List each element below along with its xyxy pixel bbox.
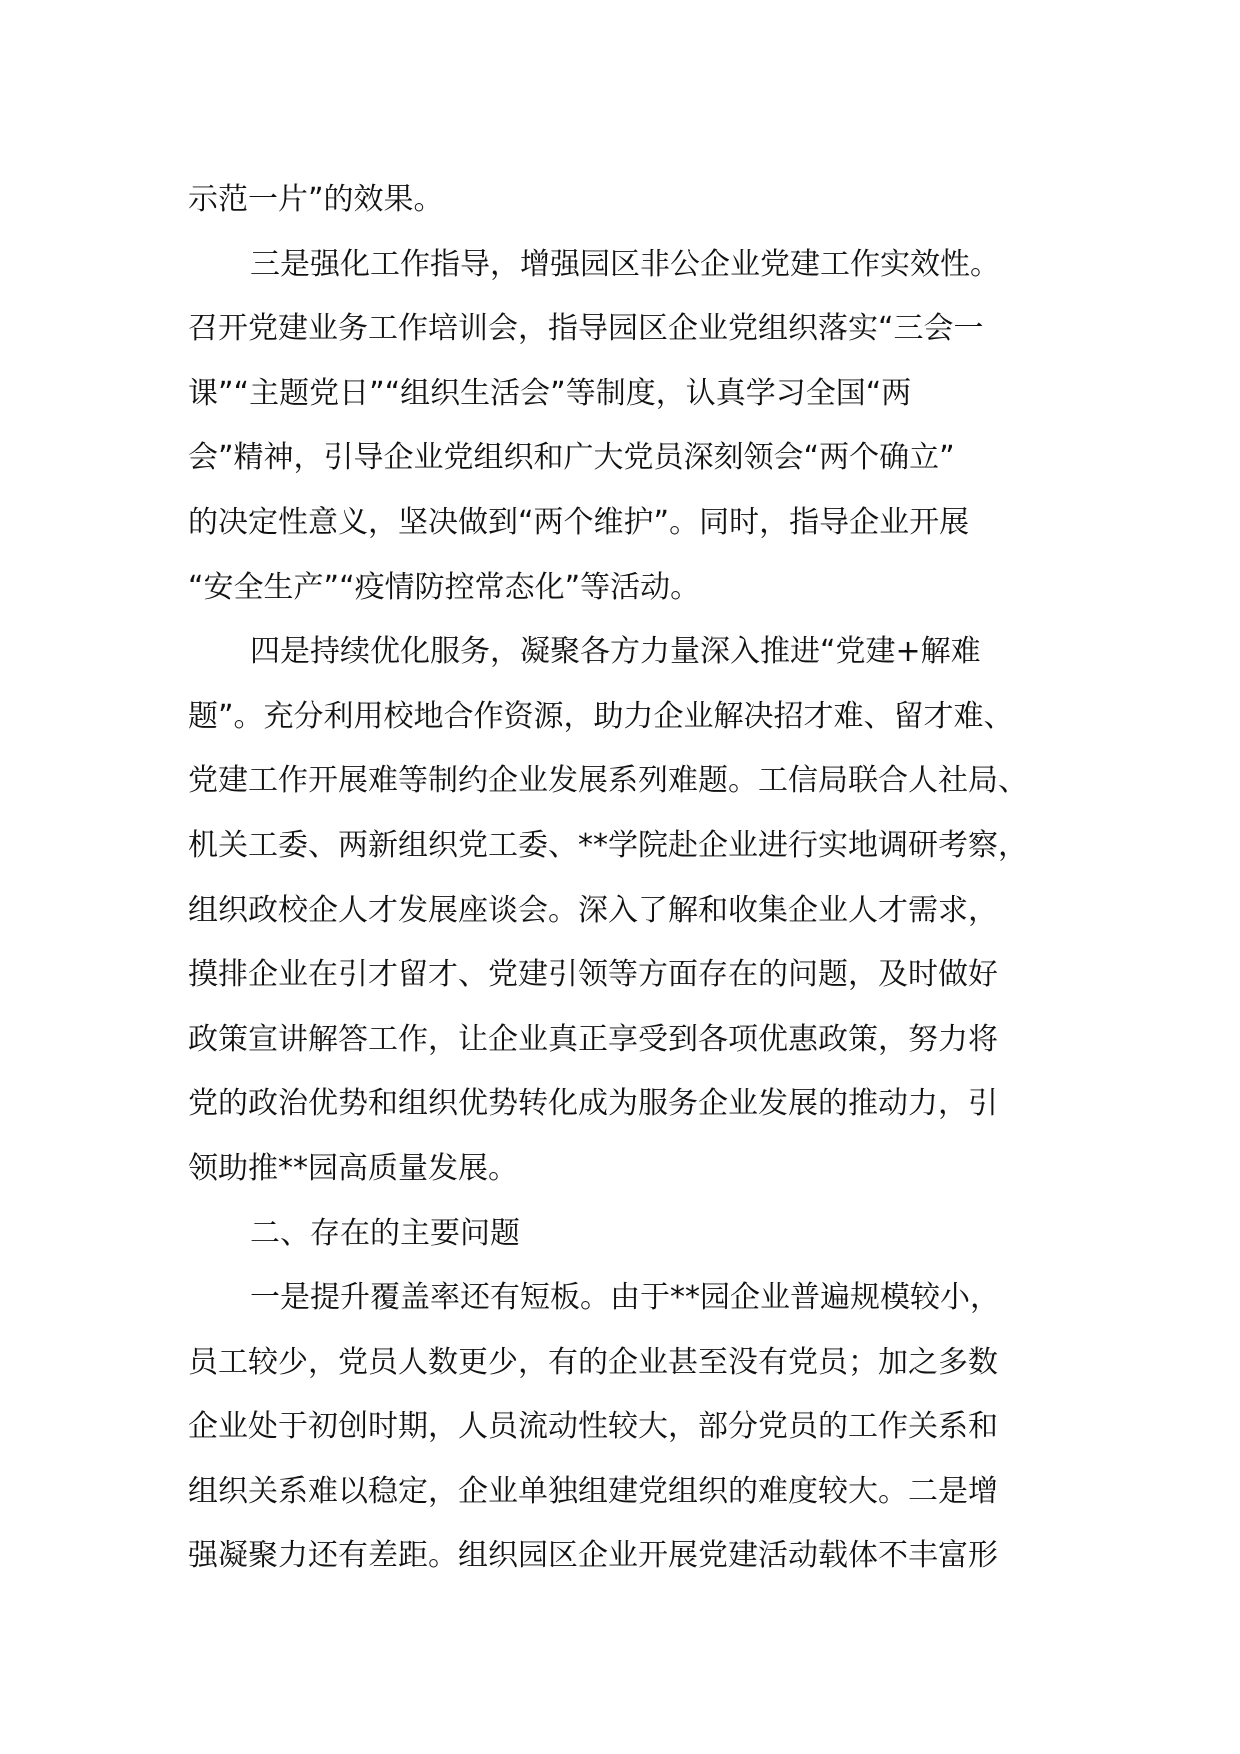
- text-line: 的决定性意义，坚决做到“两个维护”。同时，指导企业开展: [188, 504, 970, 540]
- body-text: [188, 168, 1088, 1589]
- text-line: 领助推**园高质量发展。: [188, 1150, 518, 1186]
- text-line: 摸排企业在引才留才、党建引领等方面存在的问题，及时做好: [188, 957, 998, 993]
- text-line: 课”“主题党日”“组织生活会”等制度，认真学习全国“两: [188, 375, 912, 411]
- text-line: 党的政治优势和组织优势转化成为服务企业发展的推动力，引: [188, 1086, 998, 1122]
- text-line: 召开党建业务工作培训会，指导园区企业党组织落实“三会一: [188, 311, 984, 347]
- text-line: 组织关系难以稳定，企业单独组建党组织的难度较大。二是增: [188, 1473, 998, 1509]
- text-line: 党建工作开展难等制约企业发展系列难题。工信局联合人社局、: [188, 763, 1028, 799]
- paragraph-start-line: 四是持续优化服务，凝聚各方力量深入推进“党建+解难: [250, 634, 981, 670]
- section-heading: 二、存在的主要问题: [250, 1215, 520, 1251]
- text-line: 政策宣讲解答工作，让企业真正享受到各项优惠政策，努力将: [188, 1021, 998, 1057]
- text-line: 企业处于初创时期，人员流动性较大，部分党员的工作关系和: [188, 1409, 998, 1445]
- text-line: 组织政校企人才发展座谈会。深入了解和收集企业人才需求，: [188, 892, 998, 928]
- text-line: 员工较少，党员人数更少，有的企业甚至没有党员；加之多数: [188, 1344, 998, 1380]
- text-line: 机关工委、两新组织党工委、**学院赴企业进行实地调研考察，: [188, 827, 1028, 863]
- paragraph-start-line: 一是提升覆盖率还有短板。由于**园企业普遍规模较小，: [250, 1280, 1000, 1316]
- text-line: 强凝聚力还有差距。组织园区企业开展党建活动载体不丰富形: [188, 1538, 998, 1574]
- text-line: 题”。充分利用校地合作资源，助力企业解决招才难、留才难、: [188, 698, 1014, 734]
- text-line: “安全生产”“疫情防控常态化”等活动。: [188, 569, 701, 605]
- text-line: 示范一片”的效果。: [188, 182, 444, 217]
- text-line: 会”精神，引导企业党组织和广大党员深刻领会“两个确立”: [188, 440, 955, 476]
- paragraph-start-line: 三是强化工作指导，增强园区非公企业党建工作实效性。: [250, 246, 1000, 282]
